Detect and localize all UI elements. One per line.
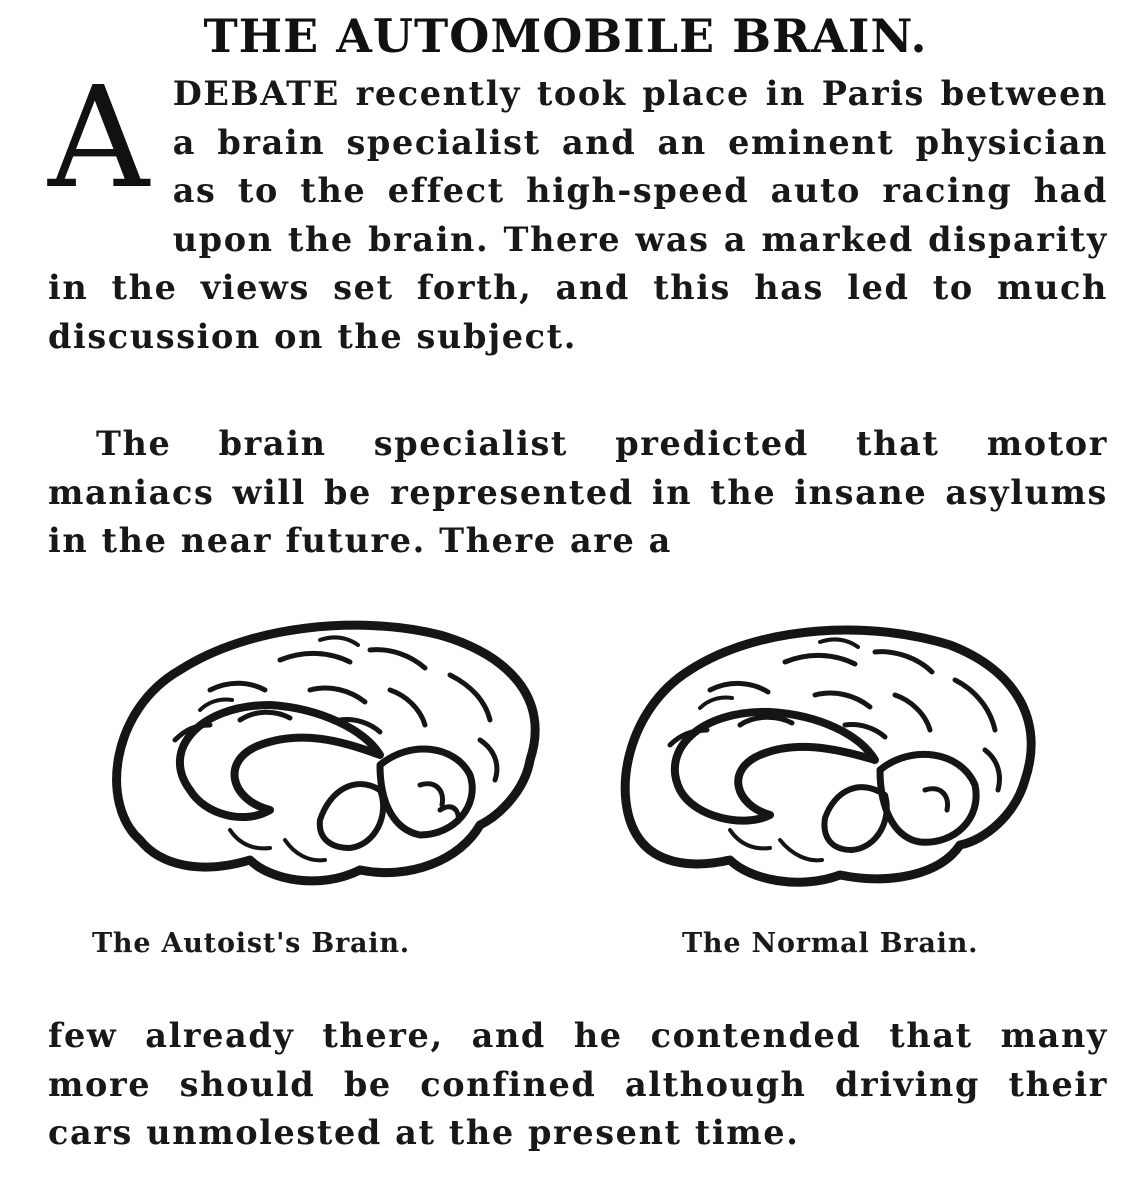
paragraph-1 [48, 57, 1108, 361]
paragraph-1-text: DEBATE recently took place in Paris between a brain specialist and an eminent physician as to the effect high-speed auto racing had upon the brain. There was a marked disparity in the views set forth, and this has led to much discussion on the subject. [48, 74, 1108, 356]
brain-illustrations [80, 590, 1080, 920]
headline: THE AUTOMOBILE BRAIN. [203, 9, 928, 63]
normal-brain-drawing [625, 630, 1031, 882]
paragraph-2: The brain specialist predicted that motor maniacs will be represented in the insane asylums in the near future. There are a [48, 424, 1108, 560]
caption-normal-brain: The Normal Brain. [682, 928, 979, 959]
autoist-brain-drawing [117, 625, 536, 881]
drop-cap: A [48, 57, 151, 220]
paragraph-3: few already there, and he contended that many more should be confined although driving their cars unmolested at the present time. [48, 1016, 1108, 1152]
caption-autoist-brain: The Autoist's Brain. [92, 928, 410, 959]
